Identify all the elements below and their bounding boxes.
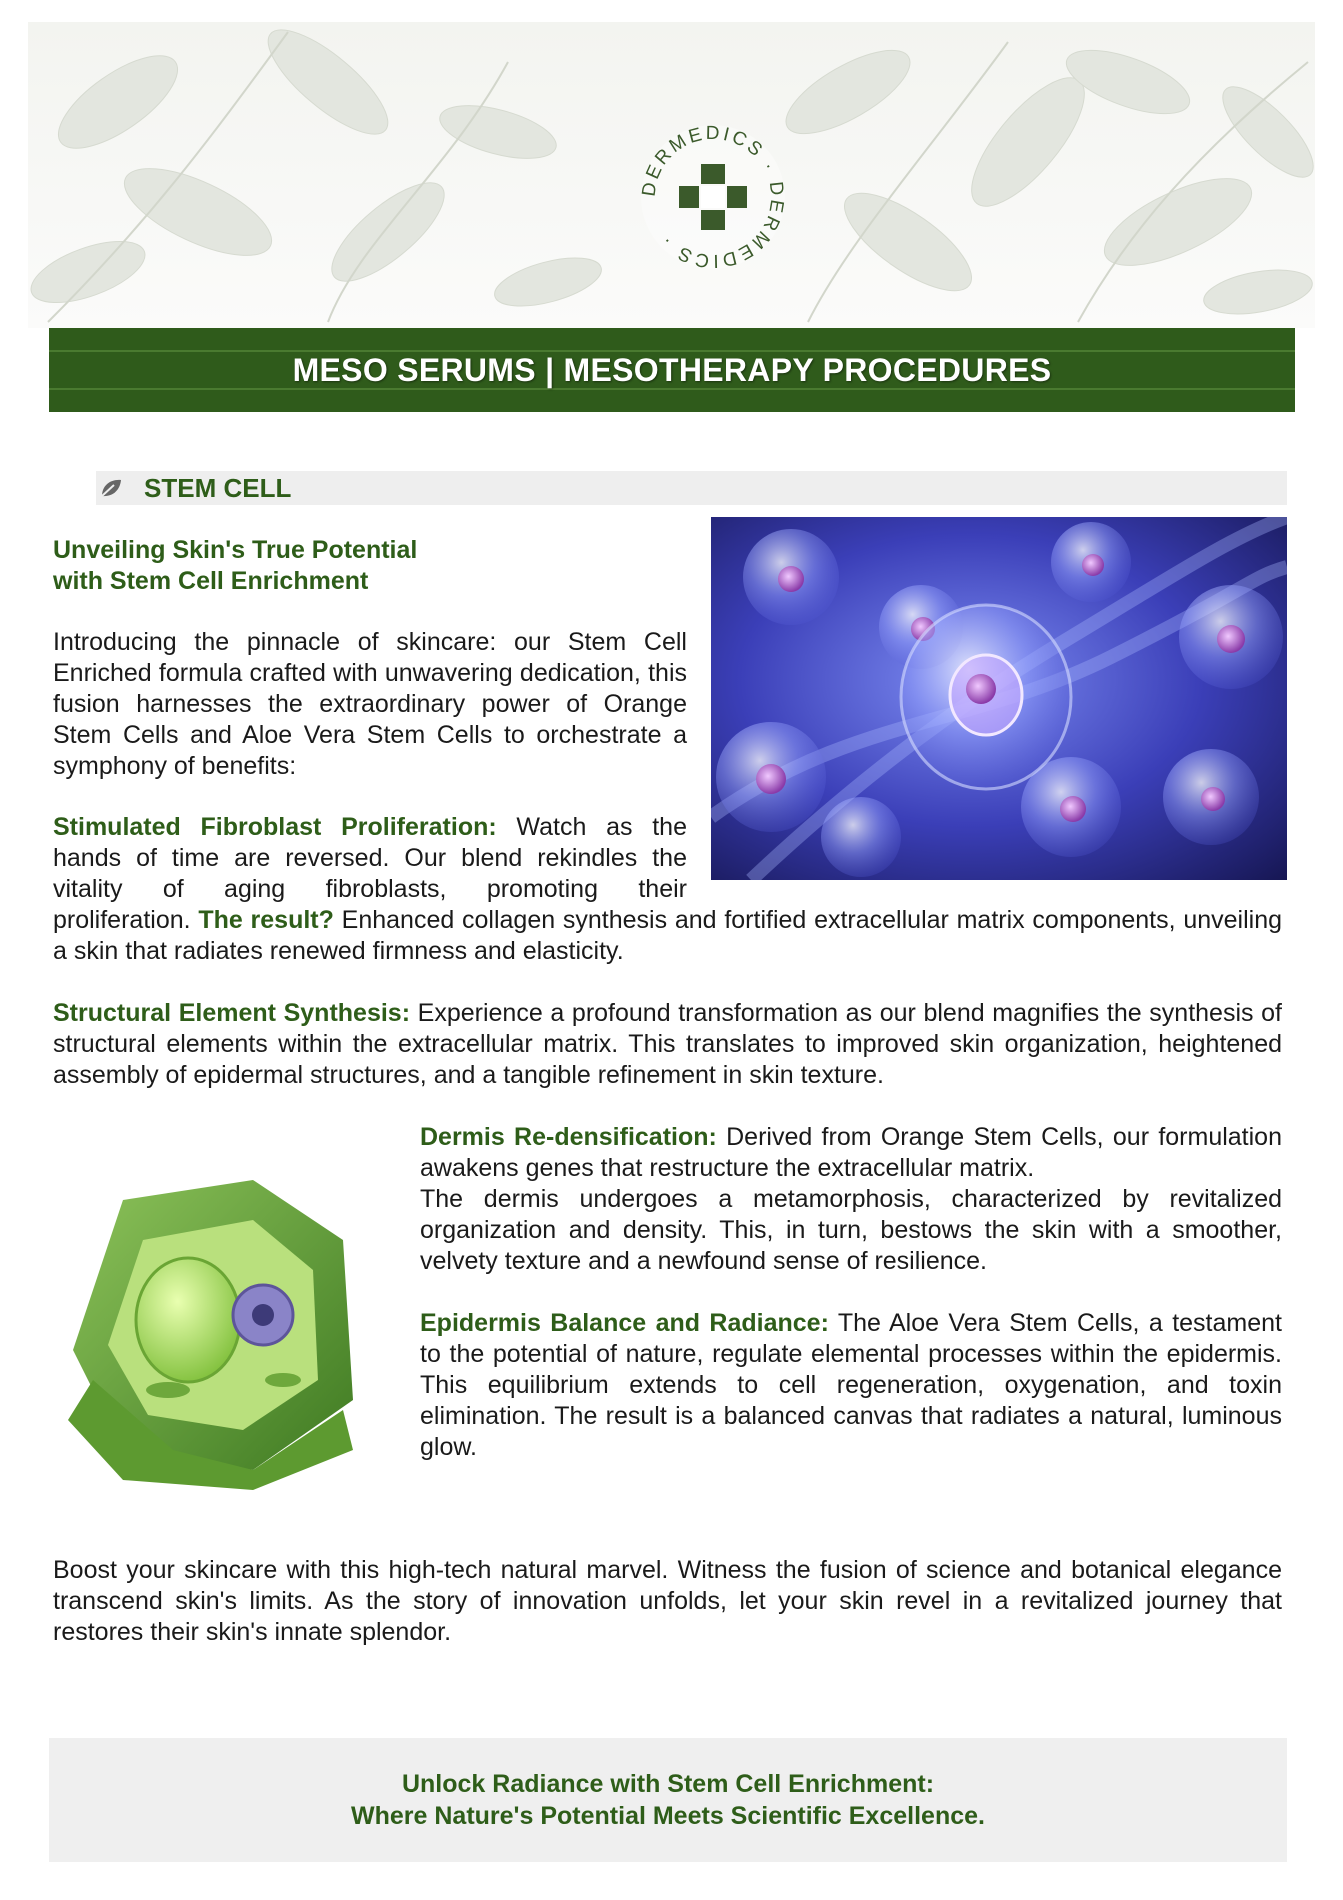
dermis-text-a: Derived from Orange Stem Cells, our formulation awakens genes that restructure the extracellular matrix. bbox=[420, 1123, 1282, 1182]
fibroblast-result-label: The result? bbox=[190, 906, 334, 934]
epidermis-text: The Aloe Vera Stem Cells, a testament to the potential of nature, regulate elemental processes within the epidermis. This equilibrium extends to cell regeneration, oxygenation, and toxin elimination. The result is a balanced canvas that radiates a natural, luminous glow. bbox=[420, 1309, 1282, 1461]
title-banner bbox=[49, 328, 1295, 412]
dermis-text-b: The dermis undergoes a metamorphosis, characterized by revitalized organization and density. This, in turn, bestows the skin with a smoother, velvety texture and a newfound sense of resilience. bbox=[420, 1185, 1282, 1275]
subheading bbox=[53, 535, 653, 597]
dermedics-logo bbox=[628, 112, 798, 282]
footer-line-1: Unlock Radiance with Stem Cell Enrichment: bbox=[401, 1770, 935, 1798]
structural-text: Experience a profound transformation as our blend magnifies the synthesis of structural elements within the extracellular matrix. This translates to improved skin organization, heightened assembly of epidermal structures, and a tangible refinement in skin texture. bbox=[53, 999, 1282, 1089]
fibroblast-text-a: Watch as the hands of time are reversed. Our blend rekindles the vitality of aging fibroblasts, promoting their bbox=[53, 813, 687, 903]
epidermis-label: Epidermis Balance and Radiance: bbox=[420, 1309, 829, 1337]
section-title: STEM CELL bbox=[144, 472, 292, 503]
fibroblast-paragraph-part-2 bbox=[53, 905, 1282, 967]
page-title: MESO SERUMS | MESOTHERAPY PROCEDURES bbox=[292, 351, 1052, 388]
intro-paragraph: Introducing the pinnacle of skincare: our Stem Cell Enriched formula crafted with unwavering dedication, this fusion harnesses the extraordinary power of Orange Stem Cells and Aloe Vera Stem Cells to orchestrate a symphony of benefits: bbox=[53, 628, 687, 780]
subheading-line-2: with Stem Cell Enrichment bbox=[53, 567, 369, 595]
fibroblast-label: Stimulated Fibroblast Proliferation: bbox=[53, 813, 497, 841]
fibroblast-text-b: proliferation. bbox=[53, 906, 191, 934]
footer-tagline bbox=[49, 1738, 1287, 1862]
epidermis-paragraph bbox=[420, 1308, 1282, 1463]
hero-banner-image bbox=[28, 22, 1315, 328]
structural-label: Structural Element Synthesis: bbox=[53, 999, 411, 1027]
stem-cell-image bbox=[711, 517, 1287, 880]
fibroblast-paragraph-part-1 bbox=[53, 812, 687, 905]
footer-line-2: Where Nature's Potential Meets Scientific Excellence. bbox=[351, 1802, 985, 1830]
subheading-line-1: Unveiling Skin's True Potential bbox=[53, 536, 418, 564]
closing-paragraph: Boost your skincare with this high-tech natural marvel. Witness the fusion of science and botanical elegance transcend skin's limits. As the story of innovation unfolds, let your skin revel in a revitalized journey that restores their skin's innate splendor. bbox=[53, 1556, 1282, 1646]
section-header bbox=[96, 471, 1287, 505]
dermis-label: Dermis Re-densification: bbox=[420, 1123, 717, 1151]
fibroblast-text-c: Enhanced collagen synthesis and fortified extracellular matrix components, unveiling a skin that radiates renewed firmness and elasticity. bbox=[53, 906, 1282, 965]
svg-text:DERMEDICS · DERMEDICS ·: DERMEDICS · DERMEDICS · bbox=[638, 122, 788, 272]
plant-cell-image bbox=[53, 1150, 393, 1490]
leaf-icon bbox=[96, 474, 126, 502]
dermis-paragraph bbox=[420, 1122, 1282, 1277]
structural-paragraph bbox=[53, 998, 1282, 1091]
